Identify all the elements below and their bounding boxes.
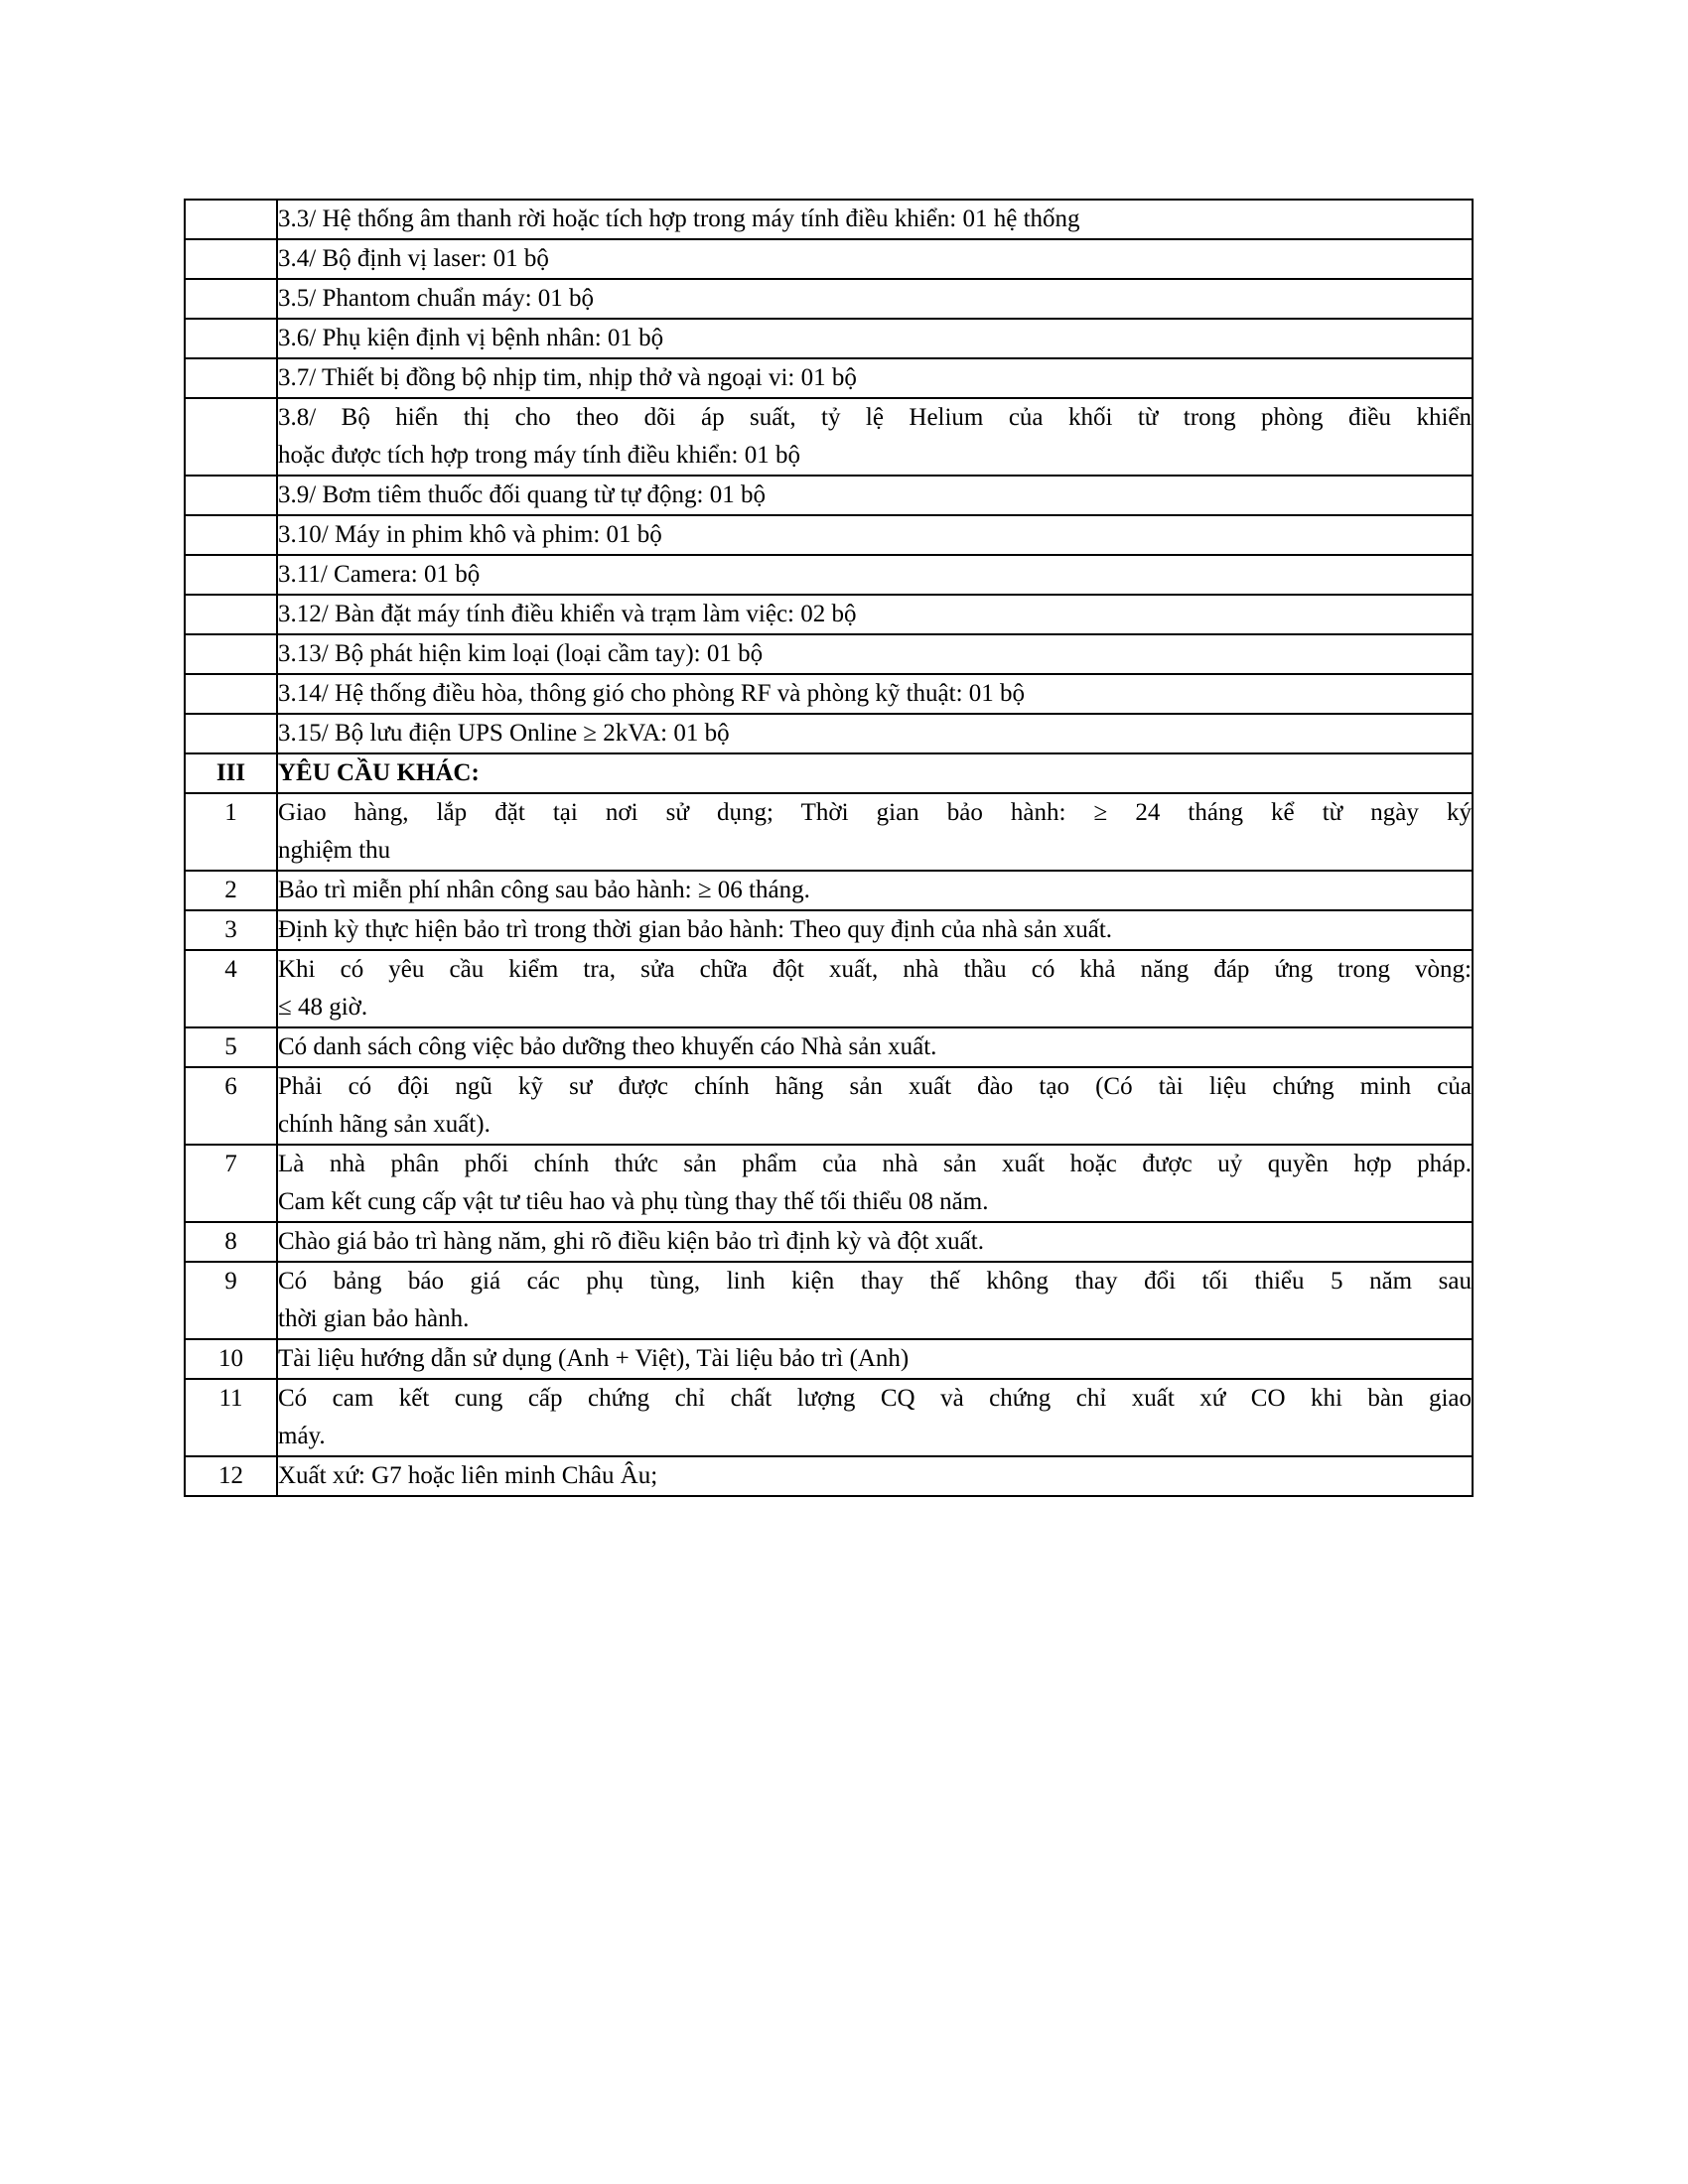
row-description-cell — [277, 634, 1473, 674]
table-row — [185, 1339, 1473, 1379]
row-number-cell — [185, 279, 277, 319]
row-number-cell — [185, 515, 277, 555]
table-row — [185, 319, 1473, 358]
table-row — [185, 634, 1473, 674]
description-text-line: 3.4/ Bộ định vị laser: 01 bộ — [278, 245, 549, 272]
row-description-cell — [277, 358, 1473, 398]
table-row — [185, 1027, 1473, 1067]
table-row — [185, 1145, 1473, 1222]
description-text-line: máy. — [278, 1423, 326, 1449]
description-text-line: 3.15/ Bộ lưu điện UPS Online ≥ 2kVA: 01 bộ — [278, 720, 730, 747]
description-text-line: Chào giá bảo trì hàng năm, ghi rõ điều kiện bảo trì định kỳ và đột xuất. — [278, 1228, 984, 1255]
row-description-cell — [277, 1379, 1473, 1456]
table-row — [185, 871, 1473, 910]
row-description-cell — [277, 793, 1473, 871]
description-text-line: ≤ 48 giờ. — [278, 994, 368, 1021]
row-description-cell — [277, 555, 1473, 595]
description-text-line: 3.11/ Camera: 01 bộ — [278, 561, 481, 588]
row-number-cell: 9 — [185, 1262, 277, 1339]
row-number-cell: 1 — [185, 793, 277, 871]
row-description-cell — [277, 239, 1473, 279]
description-text-line: hoặc được tích hợp trong máy tính điều khiển: 01 bộ — [278, 442, 801, 469]
requirements-table-body — [185, 200, 1473, 1496]
description-text-line: Là nhà phân phối chính thức sản phẩm của nhà sản xuất hoặc được uỷ quyền hợp pháp. — [278, 1151, 1472, 1177]
description-text-line: YÊU CẦU KHÁC: — [278, 759, 480, 786]
description-text-line: 3.6/ Phụ kiện định vị bệnh nhân: 01 bộ — [278, 325, 664, 351]
row-number-cell — [185, 200, 277, 239]
row-description-cell — [277, 200, 1473, 239]
description-text-line: 3.10/ Máy in phim khô và phim: 01 bộ — [278, 521, 662, 548]
row-number-cell: 5 — [185, 1027, 277, 1067]
description-text-line: 3.8/ Bộ hiển thị cho theo dõi áp suất, tỷ lệ Helium của khối từ trong phòng điều khiển — [278, 404, 1472, 431]
row-number-cell — [185, 358, 277, 398]
row-description-cell — [277, 279, 1473, 319]
row-description-cell — [277, 910, 1473, 950]
table-row — [185, 714, 1473, 753]
description-text-line: Bảo trì miễn phí nhân công sau bảo hành: ≥ 06 tháng. — [278, 877, 810, 903]
row-description-cell — [277, 1027, 1473, 1067]
table-row — [185, 555, 1473, 595]
row-number-cell: 3 — [185, 910, 277, 950]
table-row — [185, 279, 1473, 319]
row-number-cell — [185, 595, 277, 634]
row-number-cell: 6 — [185, 1067, 277, 1145]
table-row — [185, 200, 1473, 239]
table-row — [185, 515, 1473, 555]
requirements-table — [184, 199, 1474, 1497]
description-text-line: Có bảng báo giá các phụ tùng, linh kiện thay thế không thay đổi tối thiểu 5 năm sau — [278, 1268, 1472, 1295]
table-row — [185, 1456, 1473, 1496]
row-number-cell: III — [185, 753, 277, 793]
row-number-cell — [185, 555, 277, 595]
description-text-line: 3.12/ Bàn đặt máy tính điều khiển và trạm làm việc: 02 bộ — [278, 601, 857, 627]
description-text-line: 3.9/ Bơm tiêm thuốc đối quang từ tự động: 01 bộ — [278, 481, 766, 508]
table-row — [185, 239, 1473, 279]
description-text-line: Tài liệu hướng dẫn sử dụng (Anh + Việt), Tài liệu bảo trì (Anh) — [278, 1345, 910, 1372]
row-description-cell — [277, 319, 1473, 358]
row-number-cell — [185, 239, 277, 279]
description-text-line: thời gian bảo hành. — [278, 1305, 470, 1332]
table-row — [185, 595, 1473, 634]
row-number-cell — [185, 476, 277, 515]
description-text-line: nghiệm thu — [278, 837, 391, 864]
description-text-line: 3.5/ Phantom chuẩn máy: 01 bộ — [278, 285, 595, 312]
row-number-cell: 12 — [185, 1456, 277, 1496]
row-number-cell — [185, 319, 277, 358]
description-text-line: 3.3/ Hệ thống âm thanh rời hoặc tích hợp trong máy tính điều khiển: 01 hệ thống — [278, 205, 1080, 232]
row-number-cell: 11 — [185, 1379, 277, 1456]
table-row — [185, 1262, 1473, 1339]
row-number-cell — [185, 714, 277, 753]
table-row — [185, 910, 1473, 950]
description-text-line: Khi có yêu cầu kiểm tra, sửa chữa đột xuất, nhà thầu có khả năng đáp ứng trong vòng: — [278, 956, 1472, 983]
row-number-cell — [185, 634, 277, 674]
row-description-cell — [277, 1145, 1473, 1222]
row-description-cell — [277, 595, 1473, 634]
description-text-line: Phải có đội ngũ kỹ sư được chính hãng sản xuất đào tạo (Có tài liệu chứng minh của — [278, 1073, 1472, 1100]
row-number-cell: 2 — [185, 871, 277, 910]
description-text-line: chính hãng sản xuất). — [278, 1111, 491, 1138]
row-number-cell: 8 — [185, 1222, 277, 1262]
table-row — [185, 1222, 1473, 1262]
row-number-cell: 10 — [185, 1339, 277, 1379]
table-row — [185, 1379, 1473, 1456]
table-row — [185, 476, 1473, 515]
description-text-line: Cam kết cung cấp vật tư tiêu hao và phụ tùng thay thế tối thiểu 08 năm. — [278, 1188, 989, 1215]
description-text-line: Giao hàng, lắp đặt tại nơi sử dụng; Thời gian bảo hành: ≥ 24 tháng kể từ ngày ký — [278, 799, 1472, 826]
description-text-line: Xuất xứ: G7 hoặc liên minh Châu Âu; — [278, 1462, 658, 1489]
table-row — [185, 793, 1473, 871]
table-row — [185, 398, 1473, 476]
row-description-cell — [277, 476, 1473, 515]
row-description-cell — [277, 515, 1473, 555]
description-text-line: Định kỳ thực hiện bảo trì trong thời gian bảo hành: Theo quy định của nhà sản xuất. — [278, 916, 1113, 943]
description-text-line: Có cam kết cung cấp chứng chỉ chất lượng CQ và chứng chỉ xuất xứ CO khi bàn giao — [278, 1385, 1472, 1412]
row-description-cell — [277, 714, 1473, 753]
table-row — [185, 358, 1473, 398]
description-text-line: 3.13/ Bộ phát hiện kim loại (loại cầm tay): 01 bộ — [278, 640, 764, 667]
row-number-cell: 4 — [185, 950, 277, 1027]
description-text-line: Có danh sách công việc bảo dưỡng theo khuyến cáo Nhà sản xuất. — [278, 1033, 937, 1060]
description-text-line: 3.14/ Hệ thống điều hòa, thông gió cho phòng RF và phòng kỹ thuật: 01 bộ — [278, 680, 1026, 707]
row-description-cell — [277, 753, 1473, 793]
table-row — [185, 1067, 1473, 1145]
row-description-cell — [277, 871, 1473, 910]
row-description-cell — [277, 950, 1473, 1027]
table-row — [185, 674, 1473, 714]
row-number-cell — [185, 398, 277, 476]
row-description-cell — [277, 1339, 1473, 1379]
row-description-cell — [277, 674, 1473, 714]
row-number-cell: 7 — [185, 1145, 277, 1222]
row-description-cell — [277, 1067, 1473, 1145]
row-number-cell — [185, 674, 277, 714]
row-description-cell — [277, 1456, 1473, 1496]
row-description-cell — [277, 1262, 1473, 1339]
description-text-line: 3.7/ Thiết bị đồng bộ nhịp tim, nhịp thở và ngoại vi: 01 bộ — [278, 364, 857, 391]
table-row — [185, 950, 1473, 1027]
table-row — [185, 753, 1473, 793]
row-description-cell — [277, 1222, 1473, 1262]
row-description-cell — [277, 398, 1473, 476]
